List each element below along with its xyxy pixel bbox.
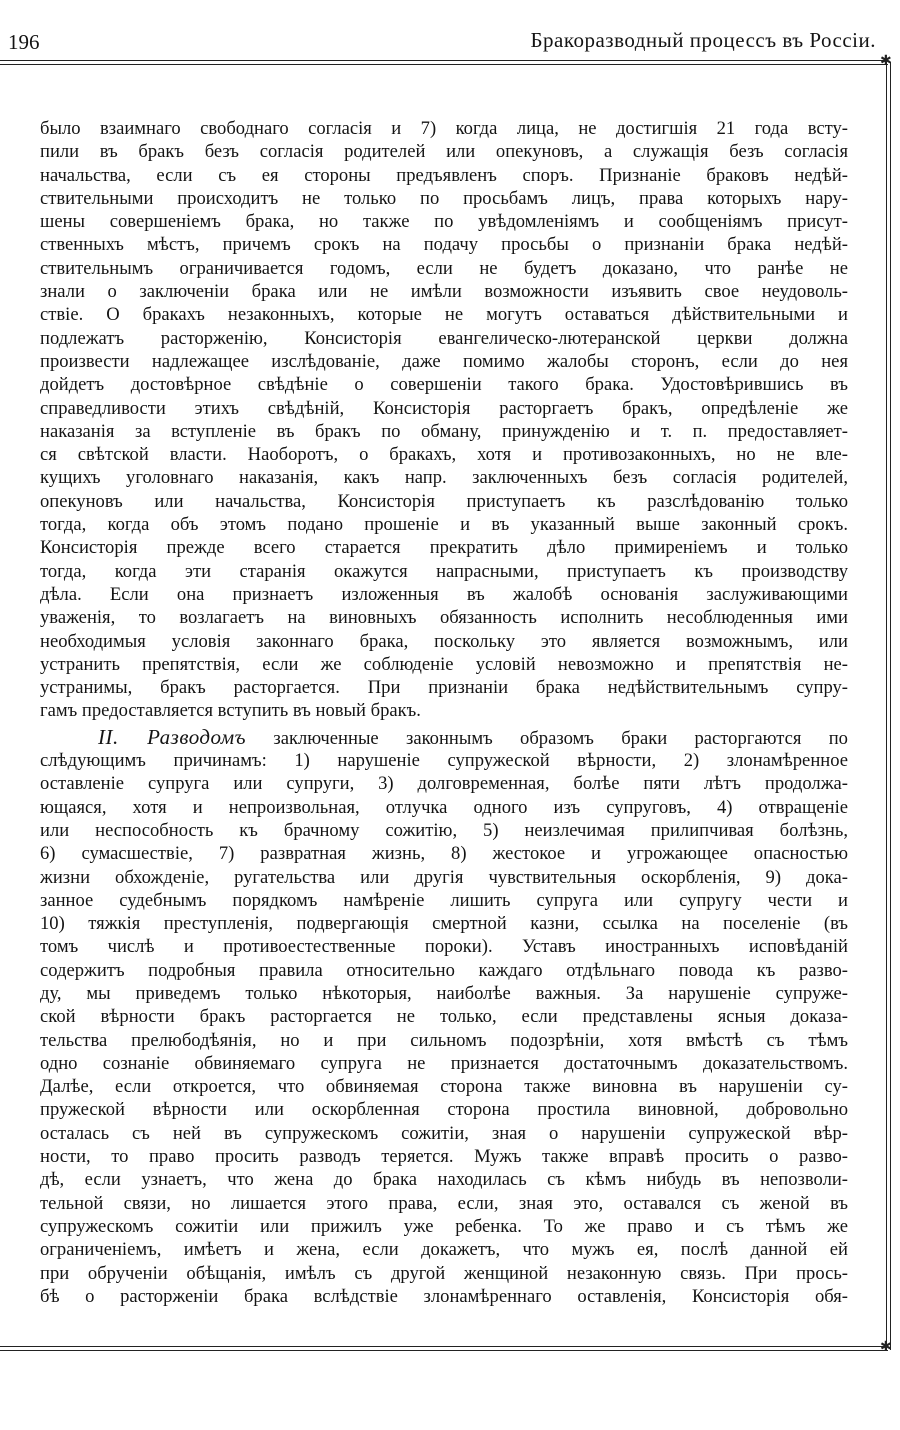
text-line: пружеской вѣрности или оскорбленная сторона простила виновной, добровольно xyxy=(40,1099,848,1121)
text-line: дѣла. Если она признаетъ изложенныя въ жалобѣ основанія заслуживающими xyxy=(40,583,848,605)
text-line: слѣдующимъ причинамъ: 1) нарушеніе супружеской вѣрности, 2) злонамѣренное xyxy=(40,750,848,772)
text-line: необходимыя условія законнаго брака, поскольку это является возможнымъ, или xyxy=(40,630,848,652)
text-line: 6) сумасшествіе, 7) развратная жизнь, 8) жестокое и угрожающее опасностью xyxy=(40,843,848,865)
right-margin-rule xyxy=(886,62,887,1350)
text-line: тогда, когда объ этомъ подано прошеніе и въ указанный выше законный срокъ. xyxy=(40,514,848,536)
text-line: оставленіе супруга или супруги, 3) долговременная, болѣе пяти лѣтъ продолжа- xyxy=(40,773,848,795)
text-line: при обрученіи обѣщанія, имѣлъ съ другой женщиной незаконную связь. При прось- xyxy=(40,1262,848,1284)
footer-rule xyxy=(0,1350,888,1351)
text-line: ствительными происходитъ не только по просьбамъ лицъ, права которыхъ нару- xyxy=(40,187,848,209)
text-line: наказанія за вступленіе въ бракъ по обману, принужденію и т. п. предоставляет- xyxy=(40,420,848,442)
text-line: было взаимнаго свободнаго согласія и 7) когда лица, не достигшія 21 года всту- xyxy=(40,118,848,139)
corner-ornament-top: ✱ xyxy=(880,54,892,69)
text-line: тельной связи, но лишается этого права, если, зная это, оставался съ женой въ xyxy=(40,1192,848,1214)
text-line: тельства прелюбодѣянія, но и при сильномъ подозрѣніи, хотя вмѣстѣ съ тѣмъ xyxy=(40,1029,848,1051)
footer-rule-thin xyxy=(0,1346,888,1347)
text-line: ющаяся, хотя и непроизвольная, отлучка одного изъ супруговъ, 4) отвращеніе xyxy=(40,796,848,818)
text-line: ской вѣрности бракъ расторгается не только, если представлены ясныя доказа- xyxy=(40,1006,848,1028)
right-margin-rule-outer xyxy=(890,62,891,1350)
page-body xyxy=(40,117,848,1308)
text-line: гамъ предоставляется вступить въ новый бракъ. xyxy=(40,700,421,722)
text-line: дойдетъ достовѣрное свѣдѣніе о совершеніи такого брака. Удостовѣрившись въ xyxy=(40,374,848,396)
text-line: кущихъ уголовнаго наказанія, какъ напр. заключенныхъ безъ согласія родителей, xyxy=(40,467,848,489)
text-line: занное судебнымъ порядкомъ намѣреніе лишить супруга или супругу чести и xyxy=(40,889,848,911)
text-line: уваженія, то возлагаетъ на виновныхъ обязанность исполнить несоблюденныя ими xyxy=(40,607,848,629)
header-rule xyxy=(0,60,888,61)
text-line: томъ числѣ и противоестественные пороки). Уставъ иностранныхъ исповѣданій xyxy=(40,936,848,958)
text-line: дѣ, если узнаетъ, что жена до брака находилась съ кѣмъ нибудь въ непозволи- xyxy=(40,1169,848,1191)
text-line: 10) тяжкія преступленія, подвергающія смертной казни, ссылка на поселеніе (въ xyxy=(40,913,848,935)
text-line: ствіе. О бракахъ незаконныхъ, которые не могутъ оставаться дѣйствительными и xyxy=(40,304,848,326)
text-line: ду, мы приведемъ только нѣкоторыя, наиболѣе важныя. За нарушеніе супруже- xyxy=(40,982,848,1004)
text-line: Консисторія прежде всего старается прекратить дѣло примиреніемъ и только xyxy=(40,537,848,559)
running-title: Бракоразводный процессъ въ Россіи. xyxy=(530,28,876,52)
text-line: начальства, если съ ея стороны предъявленъ споръ. Признаніе браковъ недѣй- xyxy=(40,164,848,186)
text-line: супружескомъ сожитіи или прижилъ уже ребенка. То же право и съ тѣмъ же xyxy=(40,1215,848,1237)
text-line: произвести надлежащее изслѣдованіе, даже помимо жалобы сторонъ, если до нея xyxy=(40,350,848,372)
text-line: опекуновъ или начальства, Консисторія приступаетъ къ разслѣдованію только xyxy=(40,490,848,512)
text-line: ствительнымъ ограничивается годомъ, если не будетъ доказано, что ранѣе не xyxy=(40,257,848,279)
text-line: знали о заключеніи брака или не имѣли возможности изъявить свое неудоволь- xyxy=(40,281,848,303)
text-line: ограниченіемъ, имѣетъ и жена, если докажетъ, что мужъ ея, послѣ данной ей xyxy=(40,1239,848,1261)
text-line: или неспособность къ брачному сожитію, 5) неизлечимая прилипчивая болѣзнь, xyxy=(40,819,848,841)
text-line: ственныхъ мѣстъ, причемъ срокъ на подачу просьбы о признаніи брака недѣй- xyxy=(40,234,848,256)
text-line: тогда, когда эти старанія окажутся напрасными, приступаетъ къ производству xyxy=(40,560,848,582)
text-line: Далѣе, если откроется, что обвиняемая сторона также виновна въ нарушеніи су- xyxy=(40,1076,848,1098)
text-line: содержитъ подробныя правила относительно каждаго отдѣльнаго повода къ разво- xyxy=(40,959,848,981)
text-line: осталась съ ней въ супружескомъ сожитіи, зная о нарушеніи супружеской вѣр- xyxy=(40,1122,848,1144)
text-line: ся свѣтской власти. Наоборотъ, о бракахъ, хотя и противозаконныхъ, но не вле- xyxy=(40,444,848,466)
paragraph-divorce-first-line xyxy=(40,726,848,749)
paragraph-divorce xyxy=(40,726,848,1308)
paragraph-divorce-first-line-text: заключенные законнымъ образомъ браки расторгаются по xyxy=(273,727,848,749)
section-heading-divorce: II. Разводомъ xyxy=(98,725,247,749)
text-line: жизни обхожденіе, ругательства или другія чувствительныя оскорбленія, 9) дока- xyxy=(40,866,848,888)
text-line: устранить препятствія, если же соблюденіе условій невозможно и препятствія не- xyxy=(40,653,848,675)
text-line: справедливости этихъ свѣдѣній, Консисторія расторгаетъ бракъ, опредѣленіе же xyxy=(40,397,848,419)
text-line: подлежатъ расторженію, Консисторія евангелическо-лютеранской церкви должна xyxy=(40,327,848,349)
text-line: устранимы, бракъ расторгается. При признаніи брака недѣйствительнымъ супру- xyxy=(40,677,848,699)
text-line: ности, то право просить разводъ теряется. Мужъ также вправѣ просить о разво- xyxy=(40,1146,848,1168)
text-line: одно сознаніе обвиняемаго супруга не признается достаточнымъ доказательствомъ. xyxy=(40,1052,848,1074)
corner-ornament-bottom: ✱ xyxy=(880,1340,892,1355)
header-rule-thin xyxy=(0,64,888,65)
text-line: бѣ о расторженіи брака вслѣдствіе злонамѣреннаго оставленія, Консисторія обя- xyxy=(40,1285,848,1307)
page-number: 196 xyxy=(8,30,40,54)
text-line: шены совершеніемъ брака, но также по увѣдомленіямъ и сообщеніямъ присут- xyxy=(40,211,848,233)
text-line: пили въ бракъ безъ согласія родителей или опекуновъ, а служащія безъ согласія xyxy=(40,141,848,163)
paragraph-consistory xyxy=(40,117,848,723)
